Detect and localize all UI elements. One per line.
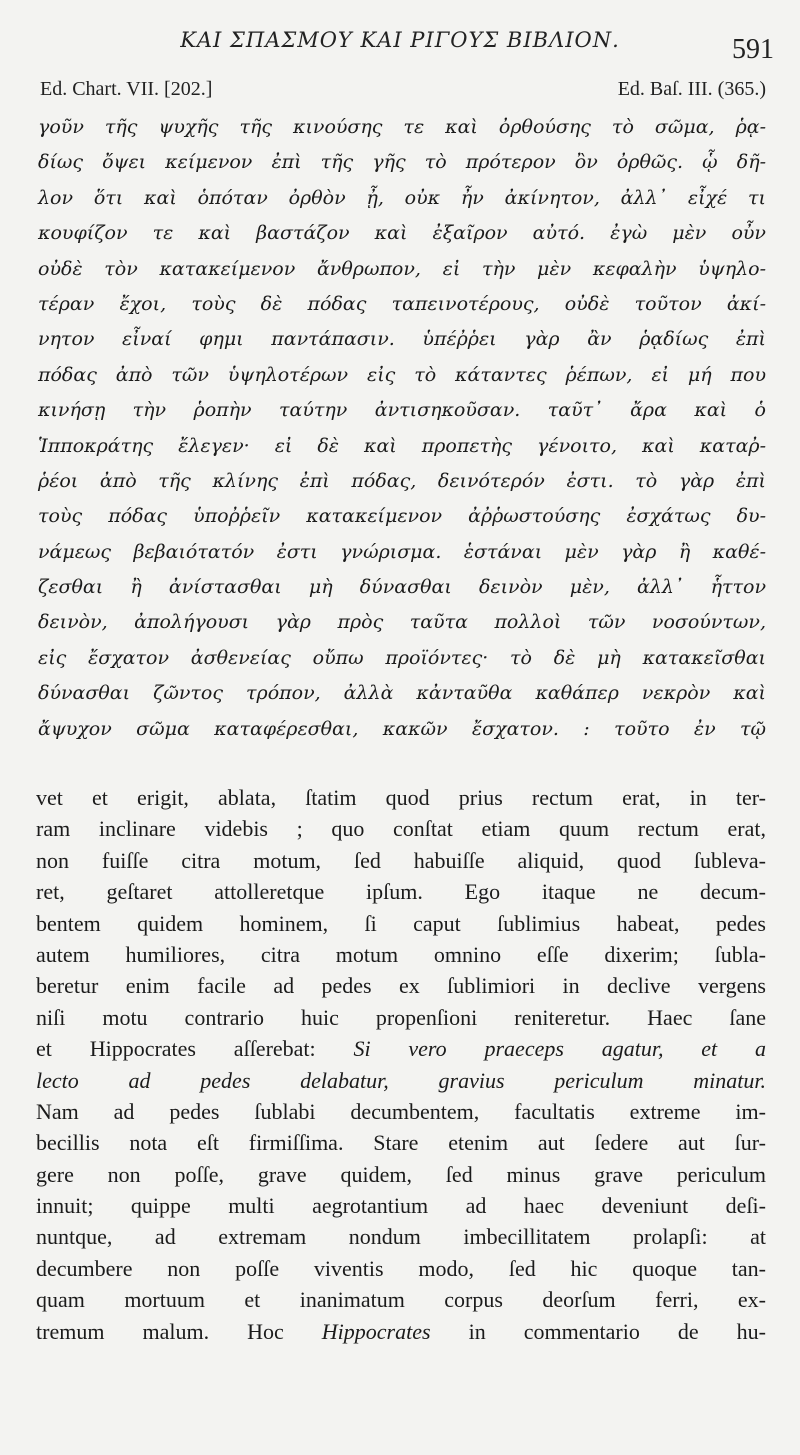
greek-line: ζεσθαι ἢ ἀνίστασθαι μὴ δύνασθαι δεινὸν μὲν, ἀλλ᾽ ἧττον — [38, 576, 766, 599]
latin-line — [36, 1065, 766, 1096]
latin-line — [36, 813, 766, 844]
latin-line — [36, 1316, 766, 1347]
page-number: 591 — [732, 34, 774, 65]
greek-line: κινήσῃ τὴν ῥοπὴν ταύτην ἀντισηκοῦσαν. ταῦτ᾽ ἄρα καὶ ὁ — [38, 399, 766, 422]
latin-segment: decumbere non poſſe viventis modo, ſed hic quoque tan- — [36, 1255, 766, 1281]
greek-text-block — [38, 110, 766, 747]
latin-segment: beretur enim facile ad pedes ex ſublimiori in declive vergens — [36, 973, 766, 999]
latin-segment: tremum malum. Hoc — [36, 1318, 322, 1344]
latin-text-block — [36, 782, 766, 1347]
latin-segment: non fuiſſe citra motum, ſed habuiſſe aliquid, quod ſubleva- — [36, 847, 766, 873]
latin-italic-segment: lecto ad pedes delabatur, gravius periculum minatur. — [36, 1067, 766, 1093]
latin-segment: ret, geſtaret attolleretque ipſum. Ego itaque ne decum- — [36, 879, 766, 905]
greek-line: τοὺς πόδας ὑποῤῥεῖν κατακείμενον ἀῤῥωστούσης ἐσχάτως δυ- — [38, 505, 766, 528]
latin-italic-segment: Si vero praeceps agatur, et a — [353, 1036, 766, 1062]
latin-line — [36, 1253, 766, 1284]
latin-italic-segment: Hippocrates — [321, 1318, 431, 1344]
latin-line — [36, 845, 766, 876]
latin-segment: innuit; quippe multi aegrotantium ad haec deveniunt deſi- — [36, 1193, 766, 1219]
latin-line — [36, 876, 766, 907]
latin-line — [36, 782, 766, 813]
latin-line — [36, 1190, 766, 1221]
latin-line — [36, 1002, 766, 1033]
latin-line — [36, 1127, 766, 1158]
latin-line — [36, 1284, 766, 1315]
greek-line: λον ὅτι καὶ ὁπόταν ὀρθὸν ᾖ, οὐκ ἦν ἀκίνητον, ἀλλ᾽ εἶχέ τι — [38, 186, 766, 209]
greek-line: πόδας ἀπὸ τῶν ὑψηλοτέρων εἰς τὸ κάταντες ῥέπων, εἰ μή που — [38, 363, 766, 386]
latin-segment: et Hippocrates aſſerebat: — [36, 1036, 354, 1062]
greek-line: δίως ὄψει κείμενον ἐπὶ τῆς γῆς τὸ πρότερον ὂν ὀρθῶς. ᾧ δῆ- — [38, 151, 766, 174]
latin-segment: gere non poſſe, grave quidem, ſed minus grave periculum — [36, 1161, 766, 1187]
greek-line: τέραν ἔχοι, τοὺς δὲ πόδας ταπεινοτέρους, οὐδὲ τοῦτον ἀκί- — [38, 292, 766, 315]
greek-line: Ἱπποκράτης ἔλεγεν· εἰ δὲ καὶ προπετὴς γένοιτο, καὶ καταῤ- — [38, 434, 766, 457]
latin-line — [36, 1033, 766, 1064]
greek-line: κουφίζον τε καὶ βαστάζον καὶ ἐξαῖρον αὐτό. ἐγὼ μὲν οὖν — [38, 222, 766, 245]
latin-segment: in commentario de hu- — [430, 1318, 766, 1344]
edition-chartier: Ed. Chart. VII. [202.] — [40, 78, 213, 100]
greek-line: νητον εἶναί φημι παντάπασιν. ὑπέῤῥει γὰρ ἂν ῥᾳδίως ἐπὶ — [38, 328, 766, 351]
greek-line: νάμεως βεβαιότατόν ἐστι γνώρισμα. ἑστάναι μὲν γὰρ ἢ καθέ- — [38, 540, 766, 563]
latin-line — [36, 939, 766, 970]
greek-line: δύνασθαι ζῶντος τρόπον, ἀλλὰ κἀνταῦθα καθάπερ νεκρὸν καὶ — [38, 682, 766, 705]
running-head: ΚΑΙ ΣΠΑΣΜΟΥ ΚΑΙ ΡΙΓΟΥΣ ΒΙΒΛΙΟΝ. — [180, 28, 620, 52]
latin-line — [36, 908, 766, 939]
greek-line: εἰς ἔσχατον ἀσθενείας οὔπω προϊόντες· τὸ δὲ μὴ κατακεῖσθαι — [38, 646, 766, 669]
latin-segment: bentem quidem hominem, ſi caput ſublimius habeat, pedes — [36, 910, 766, 936]
latin-line — [36, 1096, 766, 1127]
latin-segment: becillis nota eſt firmiſſima. Stare etenim aut ſedere aut ſur- — [36, 1130, 766, 1156]
greek-line: ῥέοι ἀπὸ τῆς κλίνης ἐπὶ πόδας, δεινότερόν ἐστι. τὸ γὰρ ἐπὶ — [38, 469, 766, 492]
greek-line: ἄψυχον σῶμα καταφέρεσθαι, κακῶν ἔσχατον. : τοῦτο ἐν τῷ — [38, 717, 766, 740]
latin-line — [36, 970, 766, 1001]
latin-segment: Nam ad pedes ſublabi decumbentem, facultatis extreme im- — [36, 1098, 766, 1124]
latin-segment: ram inclinare videbis ; quo conſtat etiam quum rectum erat, — [36, 816, 766, 842]
latin-line — [36, 1159, 766, 1190]
latin-segment: autem humiliores, citra motum omnino eſſe dixerim; ſubla- — [36, 941, 766, 967]
edition-basel: Ed. Baſ. III. (365.) — [617, 78, 766, 100]
greek-line: δεινὸν, ἀπολήγουσι γὰρ πρὸς ταῦτα πολλοὶ τῶν νοσούντων, — [38, 611, 766, 634]
latin-segment: vet et erigit, ablata, ſtatim quod prius rectum erat, in ter- — [36, 785, 766, 810]
latin-segment: quam mortuum et inanimatum corpus deorſum ferri, ex- — [36, 1287, 766, 1313]
greek-line: γοῦν τῆς ψυχῆς τῆς κινούσης τε καὶ ὀρθούσης τὸ σῶμα, ῥᾳ- — [38, 116, 766, 138]
latin-segment: nuntque, ad extremam nondum imbecillitatem prolapſi: at — [36, 1224, 766, 1250]
edition-line — [40, 78, 766, 101]
latin-segment: niſi motu contrario huic propenſioni reniteretur. Haec ſane — [36, 1004, 766, 1030]
greek-line: οὐδὲ τὸν κατακείμενον ἄνθρωπον, εἰ τὴν μὲν κεφαλὴν ὑψηλο- — [38, 257, 766, 280]
latin-line — [36, 1221, 766, 1252]
